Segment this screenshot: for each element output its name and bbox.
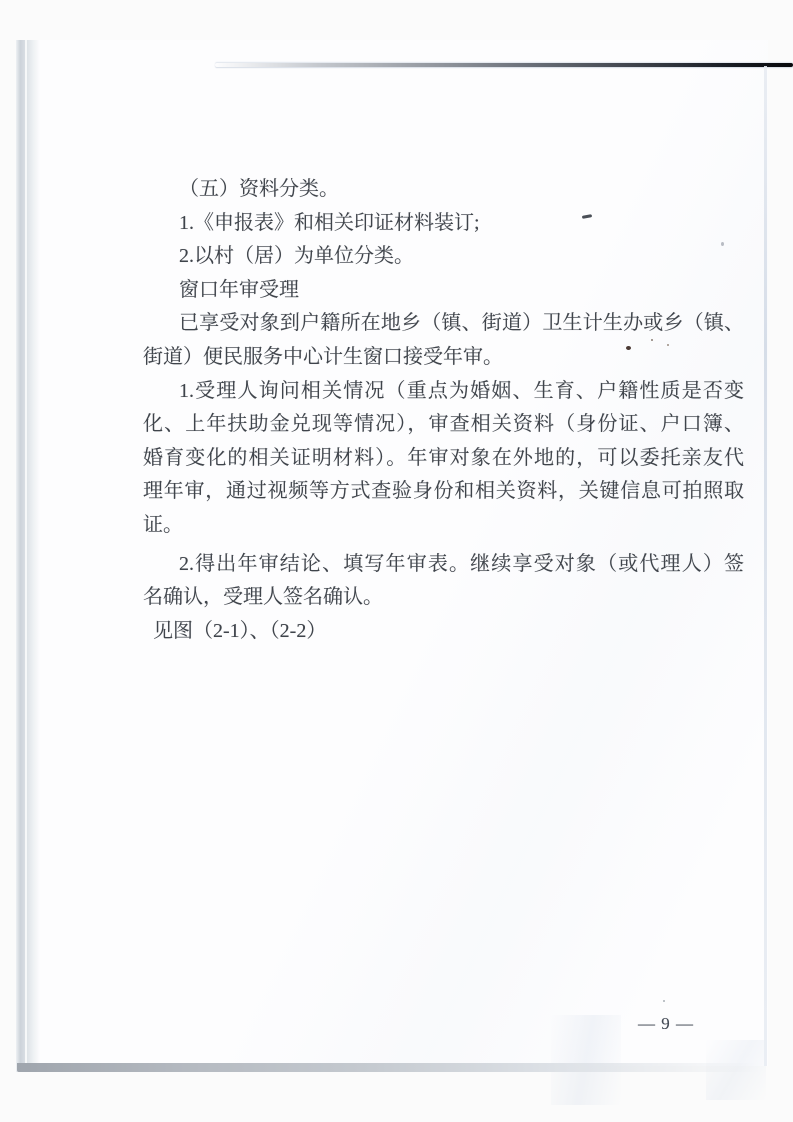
text-line: 证。 (143, 513, 183, 536)
paper-sheet (16, 40, 768, 1066)
text-line: 2.得出年审结论、填写年审表。继续享受对象（或代理人）签 (179, 552, 744, 575)
text-line: 窗口年审受理 (179, 278, 299, 301)
text-line: 1.受理人询问相关情况（重点为婚姻、生育、户籍性质是否变 (179, 379, 744, 402)
scan-speck (626, 346, 631, 350)
text-line: 2.以村（居）为单位分类。 (179, 245, 414, 268)
text-line: 已享受对象到户籍所在地乡（镇、街道）卫生计生办或乡（镇、 (179, 312, 744, 335)
text-line: 街道）便民服务中心计生窗口接受年审。 (143, 345, 503, 368)
page-bottom-edge-shadow (17, 1063, 759, 1072)
scan-speck (663, 1000, 665, 1002)
figure-reference-line: 见图（2-1）、（2-2） (153, 619, 327, 642)
text-line: 1.《申报表》和相关印证材料装订; (179, 211, 480, 234)
page-top-edge-shadow (215, 63, 793, 67)
scan-speck (651, 339, 653, 341)
scan-speck (721, 242, 724, 246)
text-line: （五）资料分类。 (179, 178, 339, 200)
text-line: 化、上年扶助金兑现等情况），审查相关资料（身份证、户口簿、 (143, 413, 744, 436)
page-number: — 9 — (638, 1014, 694, 1033)
scan-speck (667, 344, 669, 346)
document-body (143, 173, 744, 648)
scanner-streak (551, 1015, 621, 1105)
page-right-edge-shadow (764, 66, 767, 1066)
text-line: 婚育变化的相关证明材料）。年审对象在外地的，可以委托亲友代 (143, 446, 744, 469)
text-line: 理年审，通过视频等方式查验身份和相关资料，关键信息可拍照取 (143, 480, 744, 503)
text-line: 名确认，受理人签名确认。 (143, 586, 383, 609)
page-left-edge-shadow (16, 40, 40, 1072)
